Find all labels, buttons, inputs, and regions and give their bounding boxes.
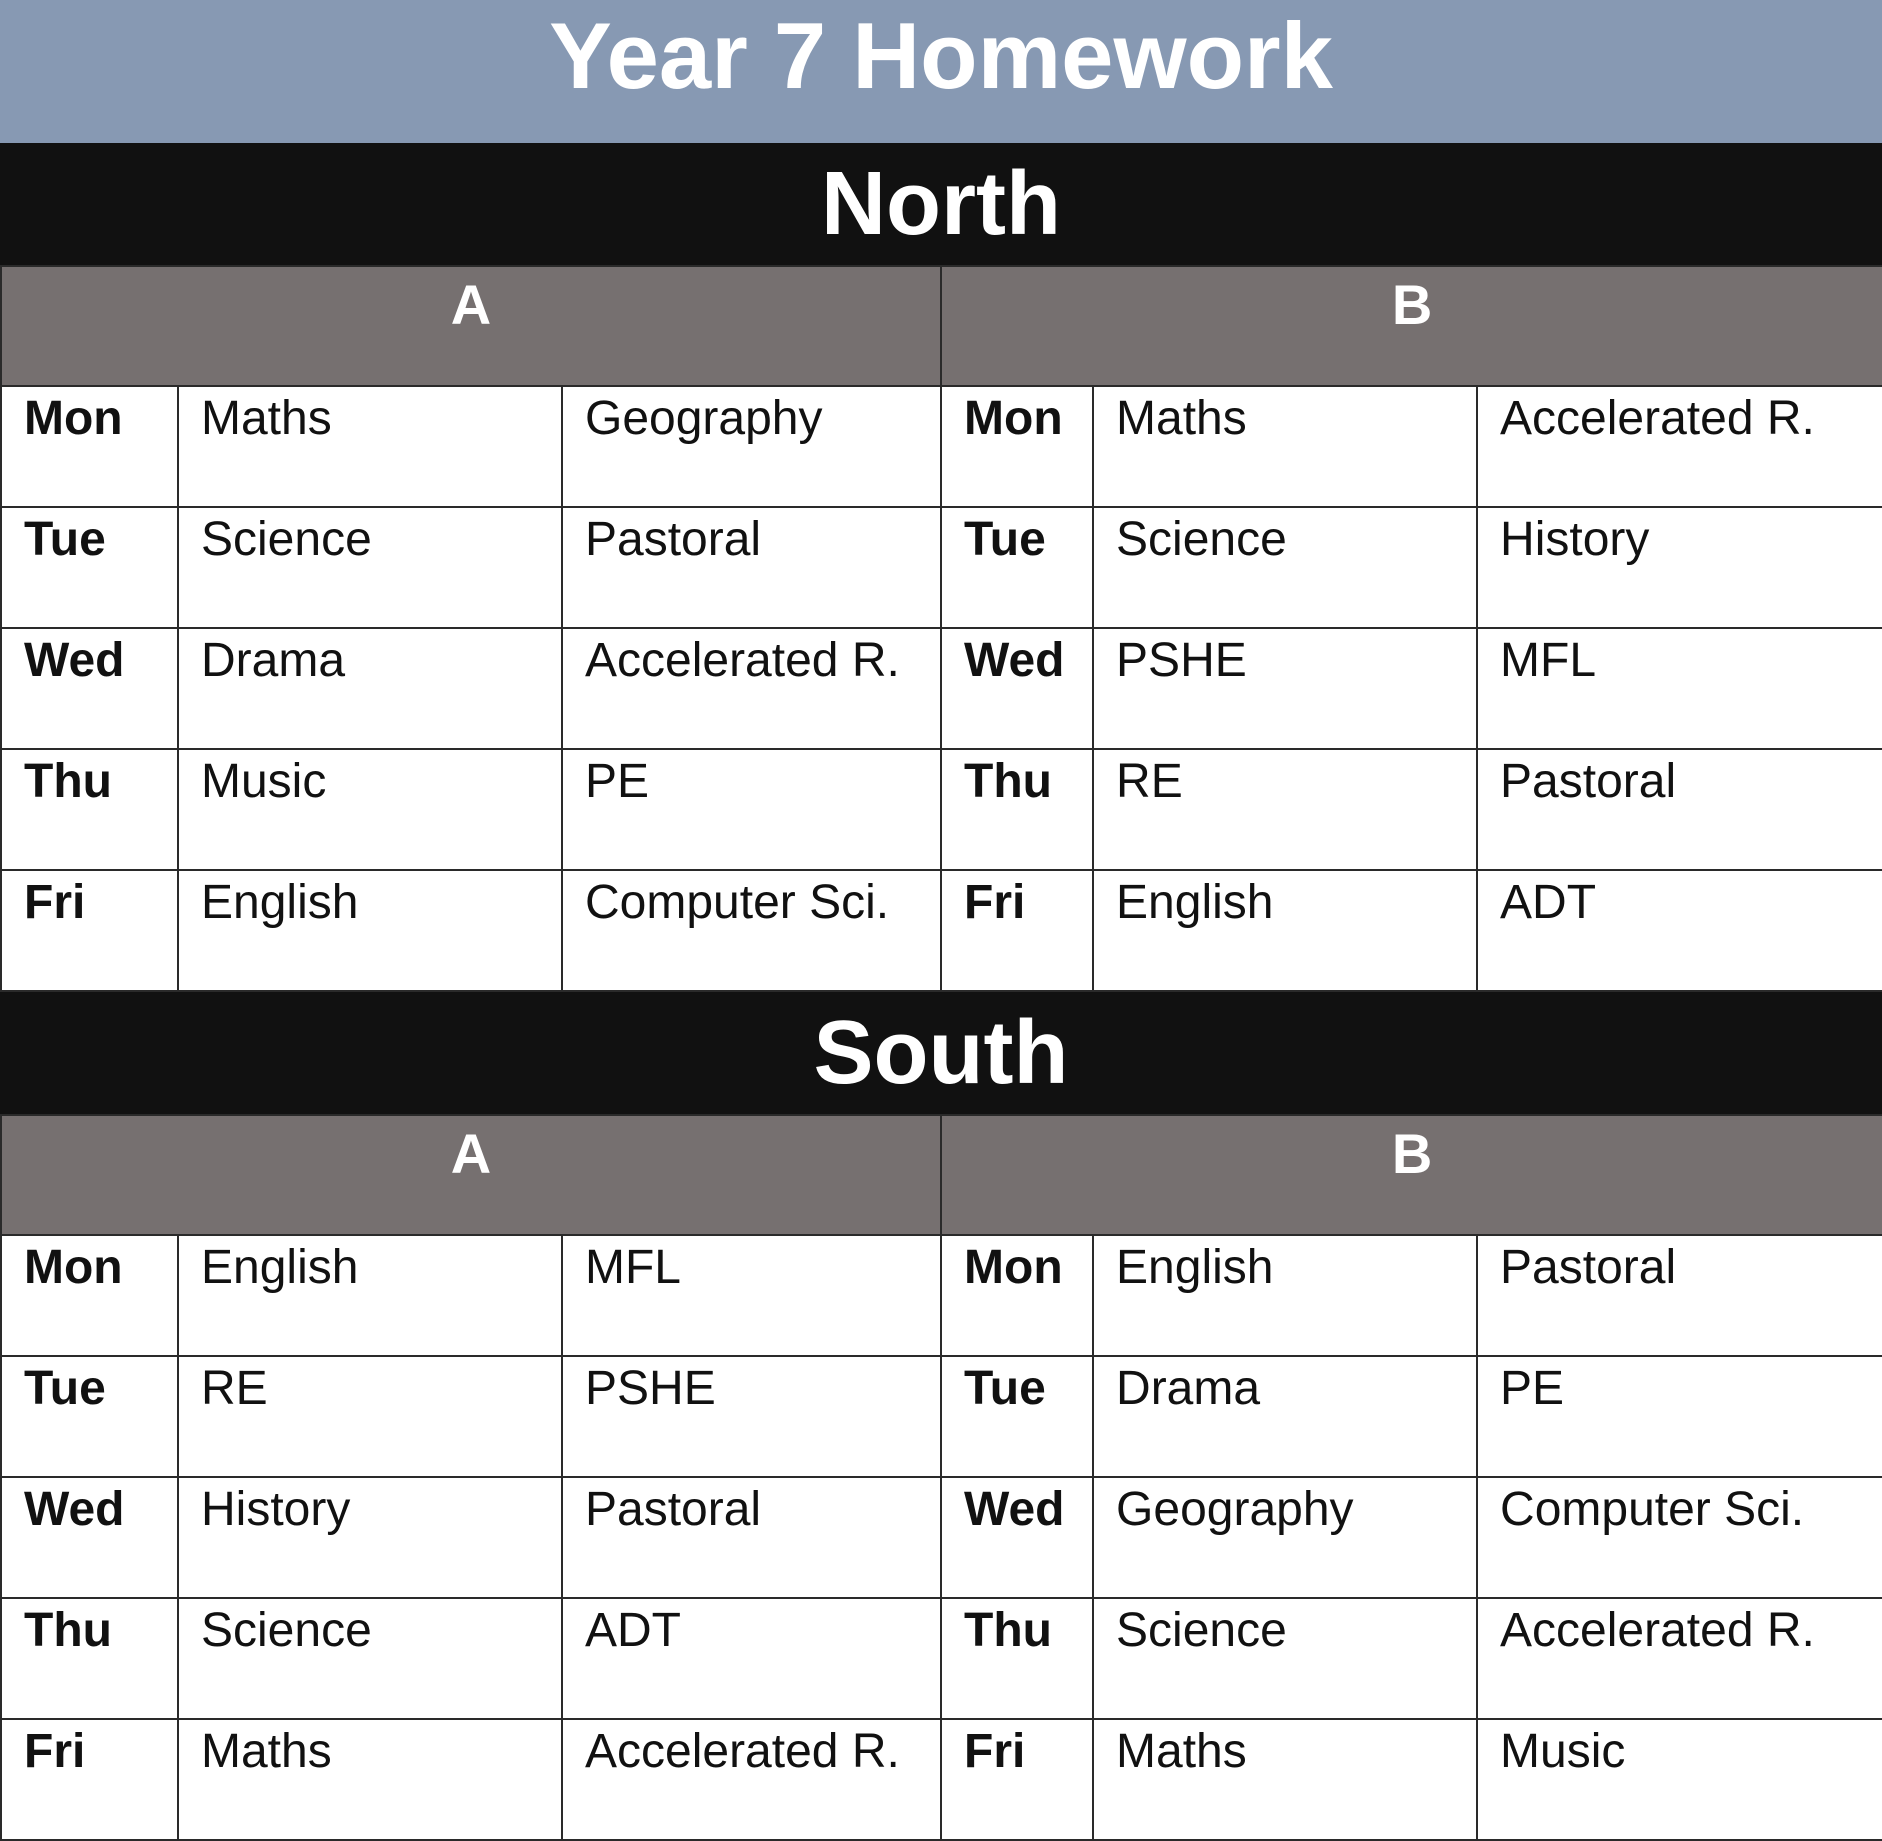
- subject-cell-a2: Computer Sci.: [562, 870, 941, 991]
- day-cell-b: Thu: [941, 749, 1093, 870]
- table-row: [1, 386, 1882, 507]
- subject-cell-b2: ADT: [1477, 870, 1882, 991]
- subject-cell-a2: Pastoral: [562, 507, 941, 628]
- table-row: [1, 507, 1882, 628]
- day-cell-a: Wed: [1, 1477, 178, 1598]
- subject-cell-b1: Maths: [1093, 386, 1477, 507]
- subject-cell-b2: Accelerated R.: [1477, 1598, 1882, 1719]
- day-cell-b: Thu: [941, 1598, 1093, 1719]
- subject-cell-b1: English: [1093, 1235, 1477, 1356]
- subject-cell-a1: Drama: [178, 628, 562, 749]
- page-title: Year 7 Homework: [0, 0, 1882, 143]
- subject-cell-a2: Accelerated R.: [562, 1719, 941, 1840]
- subject-cell-b2: MFL: [1477, 628, 1882, 749]
- day-cell-b: Fri: [941, 1719, 1093, 1840]
- day-cell-b: Tue: [941, 507, 1093, 628]
- subject-cell-a1: Music: [178, 749, 562, 870]
- day-cell-b: Tue: [941, 1356, 1093, 1477]
- group-label-a: A: [1, 1115, 941, 1235]
- subject-cell-a2: PE: [562, 749, 941, 870]
- subject-cell-b1: Maths: [1093, 1719, 1477, 1840]
- subject-cell-b1: Geography: [1093, 1477, 1477, 1598]
- subject-cell-a1: English: [178, 1235, 562, 1356]
- table-row: [1, 1235, 1882, 1356]
- day-cell-a: Thu: [1, 1598, 178, 1719]
- table-row: [1, 749, 1882, 870]
- table-row: [1, 870, 1882, 991]
- subject-cell-a2: MFL: [562, 1235, 941, 1356]
- subject-cell-b1: Drama: [1093, 1356, 1477, 1477]
- subject-cell-a1: Maths: [178, 386, 562, 507]
- group-header-row: [1, 266, 1882, 386]
- subject-cell-b1: Science: [1093, 507, 1477, 628]
- section-header: South: [0, 992, 1882, 1114]
- subject-cell-a2: Geography: [562, 386, 941, 507]
- group-label-b: B: [941, 1115, 1882, 1235]
- subject-cell-b1: PSHE: [1093, 628, 1477, 749]
- table-row: [1, 1598, 1882, 1719]
- subject-cell-a1: Science: [178, 507, 562, 628]
- day-cell-a: Tue: [1, 507, 178, 628]
- subject-cell-a2: PSHE: [562, 1356, 941, 1477]
- subject-cell-a1: History: [178, 1477, 562, 1598]
- day-cell-a: Fri: [1, 1719, 178, 1840]
- table-row: [1, 1477, 1882, 1598]
- day-cell-a: Mon: [1, 1235, 178, 1356]
- group-label-b: B: [941, 266, 1882, 386]
- group-header-row: [1, 1115, 1882, 1235]
- day-cell-a: Thu: [1, 749, 178, 870]
- subject-cell-a1: Science: [178, 1598, 562, 1719]
- day-cell-b: Mon: [941, 1235, 1093, 1356]
- section-north: [0, 143, 1882, 992]
- subject-cell-a1: Maths: [178, 1719, 562, 1840]
- subject-cell-b2: History: [1477, 507, 1882, 628]
- subject-cell-a1: RE: [178, 1356, 562, 1477]
- day-cell-b: Mon: [941, 386, 1093, 507]
- homework-table: [0, 265, 1882, 992]
- subject-cell-b2: Accelerated R.: [1477, 386, 1882, 507]
- section-south: [0, 992, 1882, 1841]
- group-label-a: A: [1, 266, 941, 386]
- subject-cell-a2: ADT: [562, 1598, 941, 1719]
- day-cell-b: Fri: [941, 870, 1093, 991]
- subject-cell-b1: English: [1093, 870, 1477, 991]
- table-row: [1, 628, 1882, 749]
- day-cell-a: Wed: [1, 628, 178, 749]
- table-row: [1, 1356, 1882, 1477]
- subject-cell-b2: Pastoral: [1477, 749, 1882, 870]
- day-cell-a: Mon: [1, 386, 178, 507]
- subject-cell-b1: RE: [1093, 749, 1477, 870]
- subject-cell-a2: Accelerated R.: [562, 628, 941, 749]
- subject-cell-b2: PE: [1477, 1356, 1882, 1477]
- day-cell-a: Tue: [1, 1356, 178, 1477]
- subject-cell-a2: Pastoral: [562, 1477, 941, 1598]
- subject-cell-b2: Computer Sci.: [1477, 1477, 1882, 1598]
- table-row: [1, 1719, 1882, 1840]
- subject-cell-b2: Pastoral: [1477, 1235, 1882, 1356]
- day-cell-a: Fri: [1, 870, 178, 991]
- day-cell-b: Wed: [941, 628, 1093, 749]
- subject-cell-a1: English: [178, 870, 562, 991]
- section-header: North: [0, 143, 1882, 265]
- homework-table: [0, 1114, 1882, 1841]
- subject-cell-b1: Science: [1093, 1598, 1477, 1719]
- subject-cell-b2: Music: [1477, 1719, 1882, 1840]
- day-cell-b: Wed: [941, 1477, 1093, 1598]
